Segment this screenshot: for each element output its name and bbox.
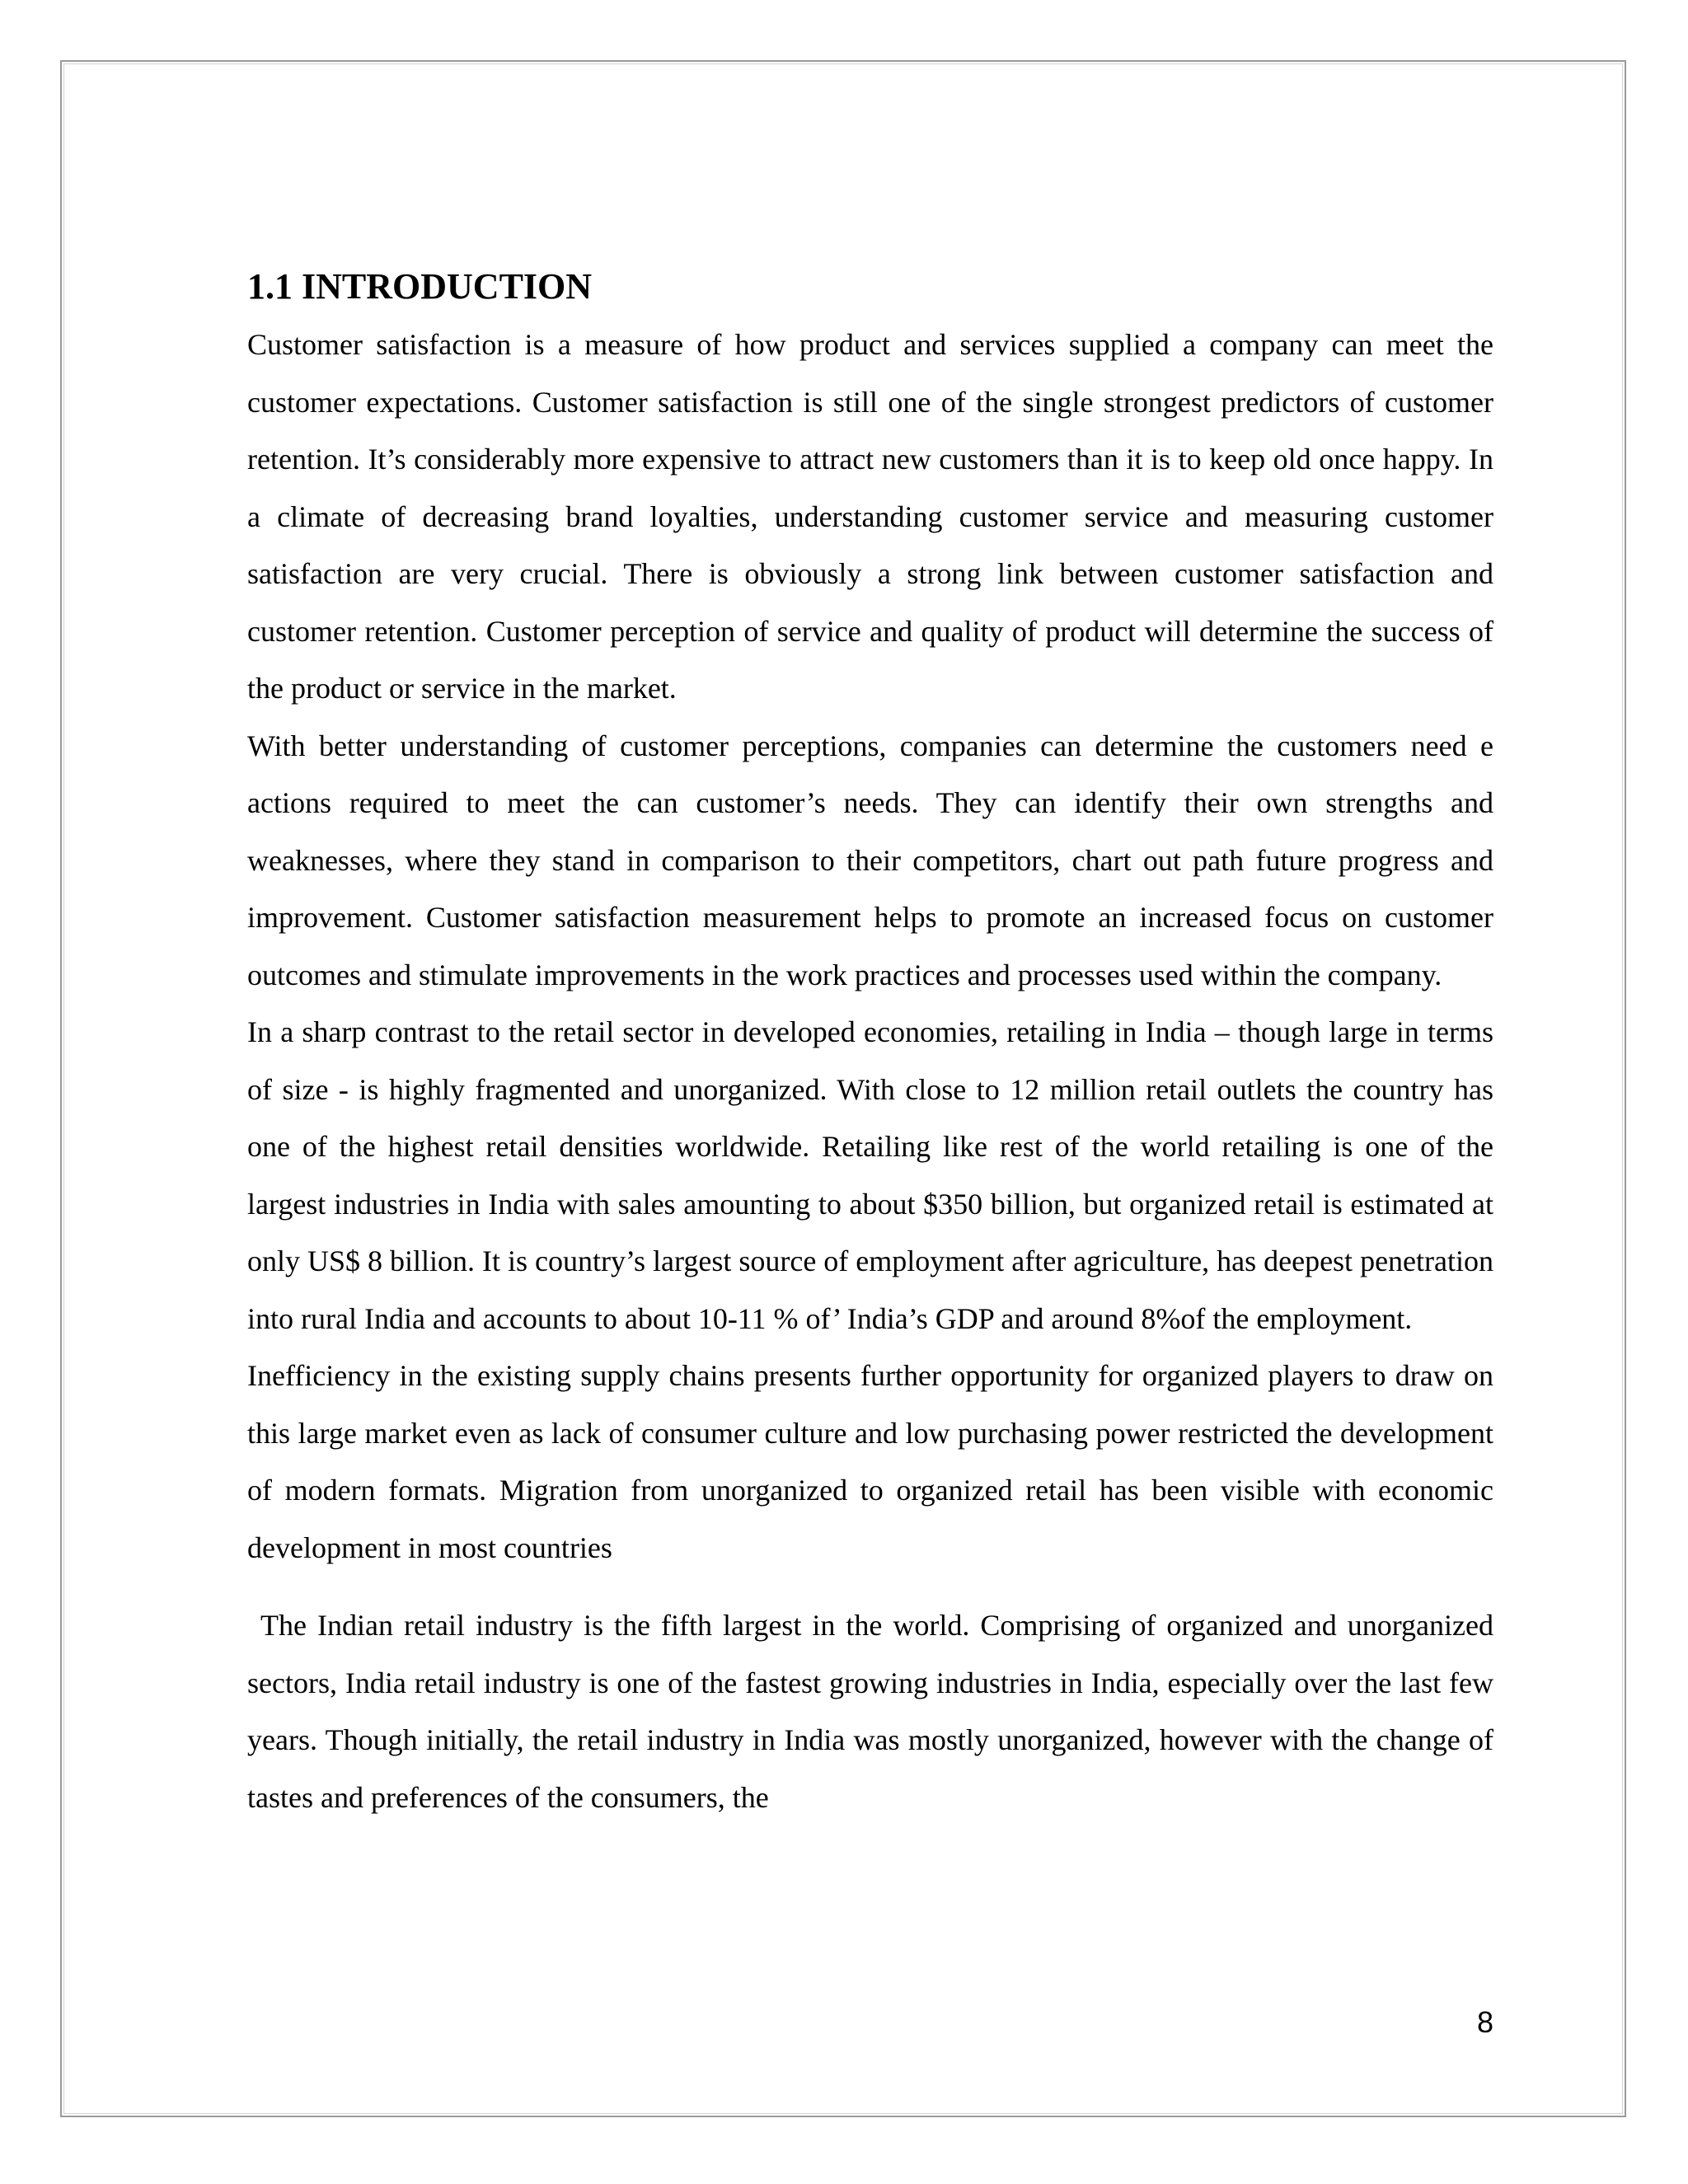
paragraph-customer-satisfaction: Customer satisfaction is a measure of how product and services supplied a company can meet the customer expectations. Customer satisfaction is still one of the single strongest predictors of customer retention. It’s considerably more expensive to attract new customers than it is to keep old once happy. In a climate of decreasing brand loyalties, understanding customer service and measuring customer satisfaction are very crucial. There is obviously a strong link between customer satisfaction and customer retention. Customer perception of service and quality of product will determine the success of the product or service in the market.	[247, 328, 1493, 705]
section-heading: 1.1 INTRODUCTION	[247, 266, 593, 307]
paragraph-customer-perceptions: With better understanding of customer perceptions, companies can determine the customers need e actions required to meet the can customer’s needs. They can identify their own strengths and weaknesses, where they stand in comparison to their competitors, chart out path future progress and improvement. Customer satisfaction measurement helps to promote an increased focus on customer outcomes and stimulate improvements in the work practices and processes used within the company.	[247, 729, 1493, 991]
paragraph-retail-india: In a sharp contrast to the retail sector in developed economies, retailing in India – though large in terms of size - is highly fragmented and unorganized. With close to 12 million retail outlets the country has one of the highest retail densities worldwide. Retailing like rest of the world retailing is one of the largest industries in India with sales amounting to about $350 billion, but organized retail is estimated at only US$ 8 billion. It is country’s largest source of employment after agriculture, has deepest penetration into rural India and accounts to about 10-11 % of’ India’s GDP and around 8%of the employment.	[247, 1015, 1493, 1335]
paragraph-supply-chain: Inefficiency in the existing supply chains presents further opportunity for organized players to draw on this large market even as lack of consumer culture and low purchasing power restricted the development of modern formats. Migration from unorganized to organized retail has been visible with economic development in most countries	[247, 1359, 1493, 1564]
document-body	[247, 262, 1493, 1826]
paragraph-indian-retail-industry: The Indian retail industry is the fifth largest in the world. Comprising of organized and unorganized sectors, India retail industry is one of the fastest growing industries in India, especially over the last few years. Though initially, the retail industry in India was mostly unorganized, however with the change of tastes and preferences of the consumers, the	[247, 1609, 1493, 1814]
page-number: 8	[1476, 2005, 1493, 2039]
